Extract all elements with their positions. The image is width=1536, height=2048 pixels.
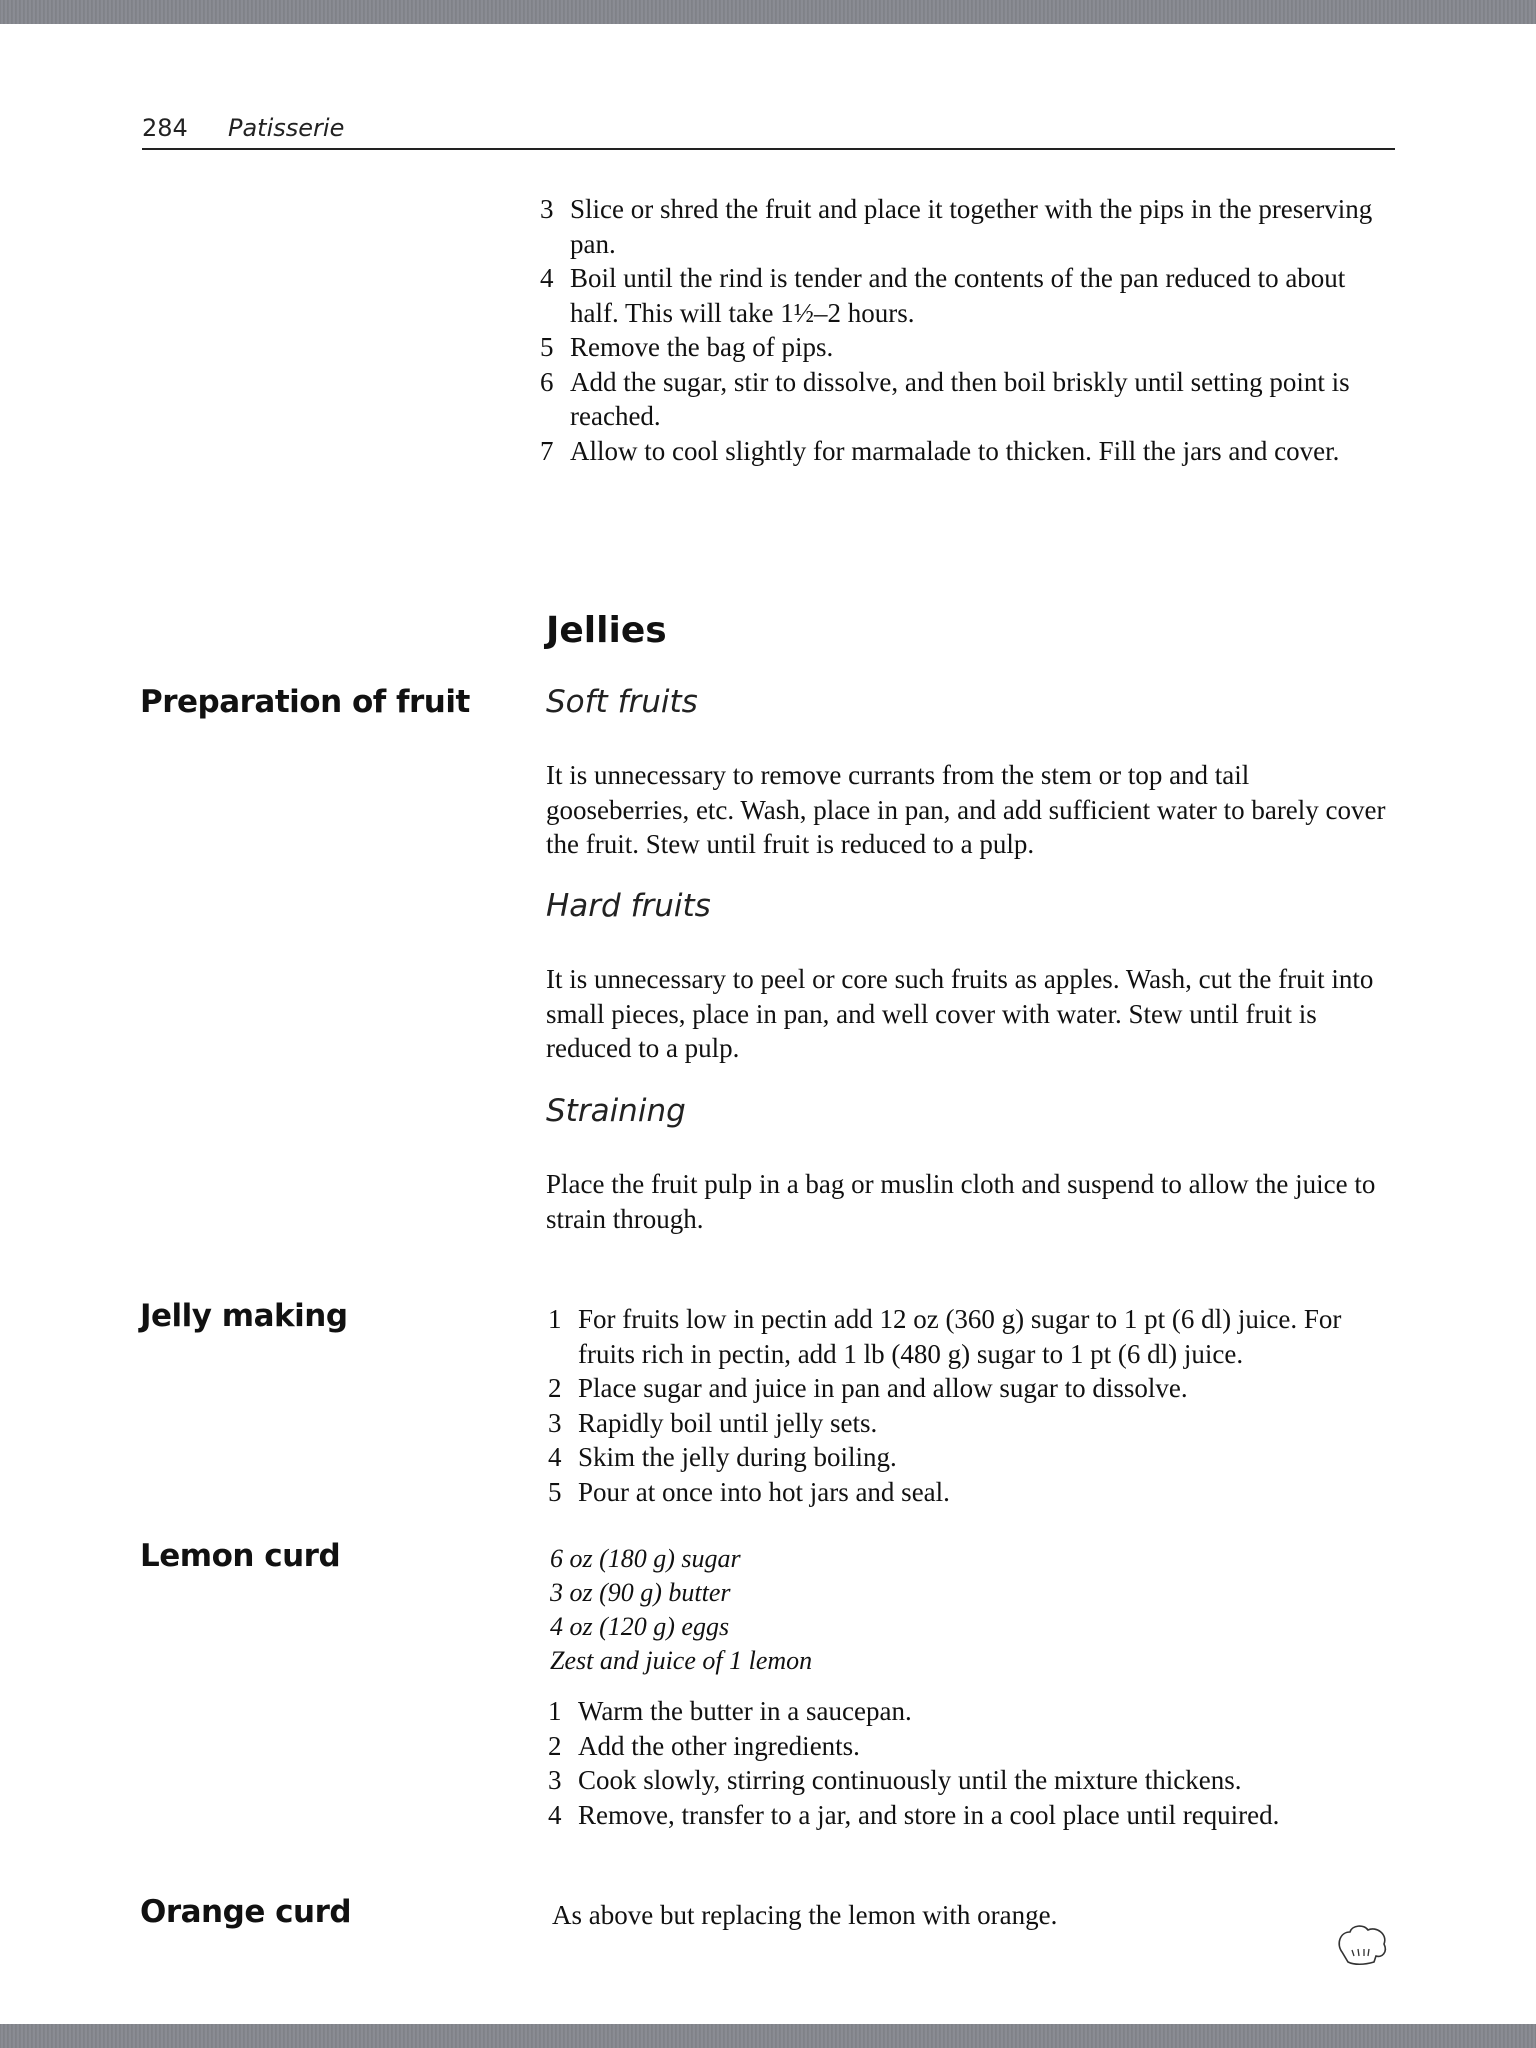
page-header [142, 112, 1395, 150]
ingredient: 4 oz (120 g) eggs [550, 1612, 730, 1641]
list-item: 3 Rapidly boil until jelly sets. [548, 1407, 878, 1438]
lemon-curd-steps [548, 1694, 1400, 1832]
soft-fruits-text: It is unnecessary to remove currants from the stem or top and tail gooseberries, etc. Wash, place in pan, and add sufficient water to barely cover the fruit. Stew until fruit is reduced to a pulp. [546, 760, 1386, 859]
reader-frame-bottom [0, 2024, 1536, 2048]
list-item: 4 Skim the jelly during boiling. [548, 1442, 897, 1472]
straining-heading: Straining [546, 1093, 686, 1129]
marmalade-steps [540, 192, 1400, 468]
page-number: 284 [142, 114, 188, 142]
running-title: Patisserie [228, 114, 345, 142]
side-label-preparation: Preparation of fruit [140, 684, 470, 720]
list-item: 6 Add the sugar, stir to dissolve, and then boil briskly until setting point is reached. [540, 366, 1350, 431]
jelly-making-steps [548, 1302, 1400, 1509]
list-item: 2 Place sugar and juice in pan and allow sugar to dissolve. [548, 1373, 1188, 1403]
list-item: 1 For fruits low in pectin add 12 oz (360 g) sugar to 1 pt (6 dl) juice. For fruits rich in pectin, add 1 lb (480 g) sugar to 1 pt (6 dl) juice. [548, 1304, 1342, 1369]
lemon-curd-ingredients [550, 1542, 812, 1678]
chef-hat-icon [1336, 1922, 1390, 1966]
ingredient: Zest and juice of 1 lemon [550, 1646, 813, 1675]
list-item: 5 Remove the bag of pips. [540, 332, 834, 362]
side-label-lemon-curd: Lemon curd [140, 1538, 341, 1574]
orange-curd-text: As above but replacing the lemon with orange. [552, 1900, 1058, 1930]
side-label-jelly-making: Jelly making [140, 1298, 348, 1334]
hard-fruits-heading: Hard fruits [546, 888, 711, 924]
side-label-orange-curd: Orange curd [140, 1894, 352, 1930]
soft-fruits-heading: Soft fruits [546, 684, 698, 720]
jellies-heading: Jellies [546, 610, 667, 651]
list-item: 2 Add the other ingredients. [548, 1730, 860, 1761]
list-item: 1 Warm the butter in a saucepan. [548, 1696, 912, 1726]
hard-fruits-text: It is unnecessary to peel or core such fruits as apples. Wash, cut the fruit into small pieces, place in pan, and well cover with water. Stew until fruit is reduced to a pulp. [546, 964, 1374, 1063]
list-item: 7 Allow to cool slightly for marmalade to thicken. Fill the jars and cover. [540, 435, 1340, 466]
reader-frame-top [0, 0, 1536, 24]
list-item: 4 Remove, transfer to a jar, and store in a cool place until required. [548, 1799, 1280, 1830]
ingredient: 6 oz (180 g) sugar [550, 1544, 741, 1573]
list-item: 3 Slice or shred the fruit and place it together with the pips in the preserving pan. [540, 194, 1373, 259]
list-item: 3 Cook slowly, stirring continuously until the mixture thickens. [548, 1765, 1242, 1795]
ingredient: 3 oz (90 g) butter [550, 1578, 731, 1607]
list-item: 5 Pour at once into hot jars and seal. [548, 1476, 950, 1507]
straining-text: Place the fruit pulp in a bag or muslin cloth and suspend to allow the juice to strain through. [546, 1169, 1376, 1234]
list-item: 4 Boil until the rind is tender and the contents of the pan reduced to about half. This will take 1½–2 hours. [540, 263, 1346, 328]
